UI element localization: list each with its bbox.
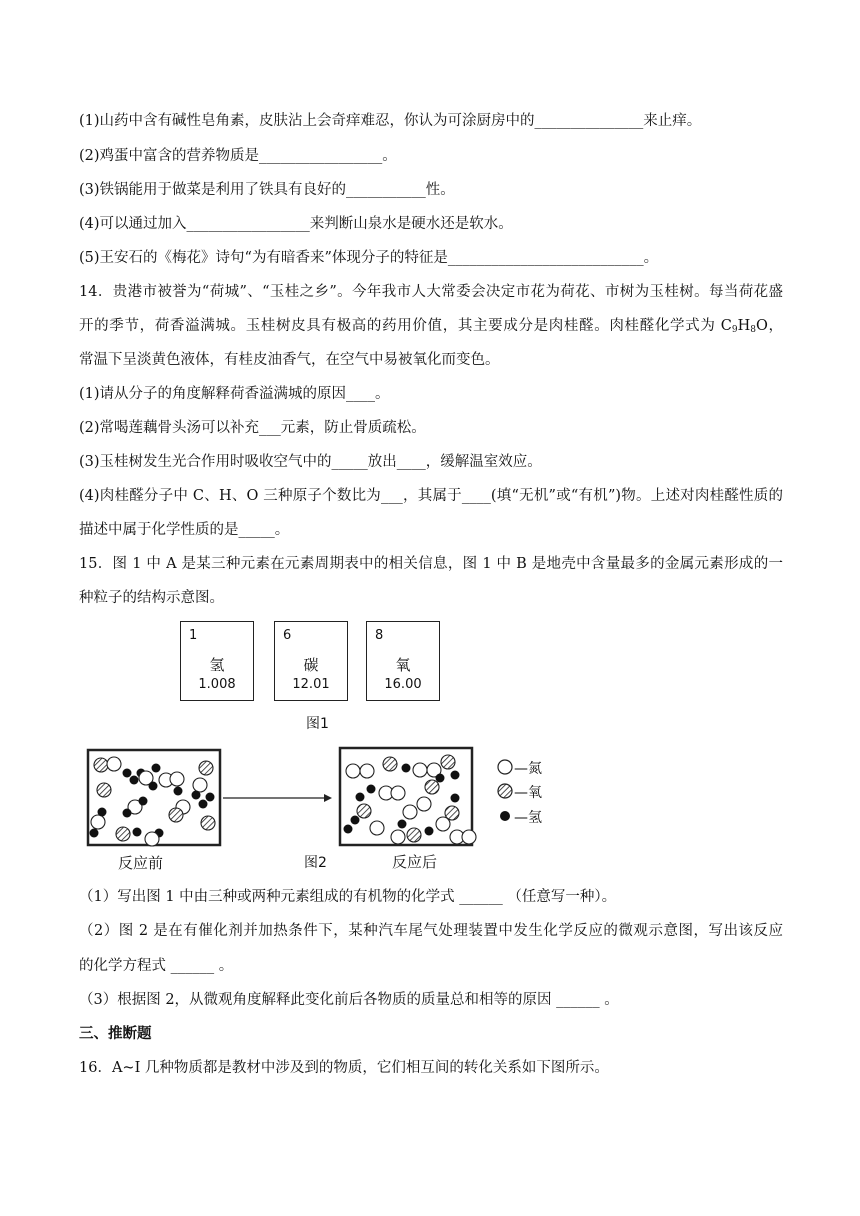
hydrogen-atom [149, 782, 158, 791]
oxygen-atom [169, 808, 183, 822]
element-name: 氧 [395, 656, 411, 674]
hydrogen-atom [133, 828, 142, 837]
section-heading: 三、推断题 [79, 1025, 152, 1042]
hydrogen-legend-circle [500, 811, 510, 821]
atomic-mass: 16.00 [384, 677, 422, 692]
q14-item-4-cont: 描述中属于化学性质的是_____。 [79, 522, 290, 538]
q13-item-2: (2)鸡蛋中富含的营养物质是_________________。 [79, 148, 397, 164]
q14-item-1: (1)请从分子的角度解释荷香溢满城的原因____。 [79, 386, 390, 402]
element-card-carbon [274, 621, 348, 701]
oxygen-legend-circle [498, 784, 512, 798]
q14-item-3: (3)玉桂树发生光合作用时吸收空气中的_____放出____，缓解温室效应。 [79, 454, 542, 470]
nitrogen-atom [370, 821, 384, 835]
formula-sub-h: 8 [750, 325, 756, 335]
q14-item-4: (4)肉桂醛分子中 C、H、O 三种原子个数比为___，其属于____(填“无机”或“有机”)物。上述对肉桂醛性质的 [79, 488, 783, 504]
oxygen-atom [97, 783, 111, 797]
nitrogen-atom [413, 763, 427, 777]
element-name: 碳 [303, 656, 319, 674]
hydrogen-atom [451, 771, 460, 780]
nitrogen-atom [360, 764, 374, 778]
hydrogen-atom [367, 785, 376, 794]
atomic-number: 1 [189, 628, 198, 643]
hydrogen-atom [398, 820, 407, 829]
hydrogen-atom [436, 774, 445, 783]
nitrogen-atom [346, 764, 360, 778]
nitrogen-legend-circle [498, 760, 512, 774]
hydrogen-atom [123, 769, 132, 778]
hydrogen-atom [351, 816, 360, 825]
q13-item-5: (5)王安石的《梅花》诗句“为有暗香来”体现分子的特征是___________________________。 [79, 250, 659, 266]
hydrogen-atom [152, 764, 161, 773]
q15-item-3: （3）根据图 2，从微观角度解释此变化前后各物质的质量总和相等的原因 ______ 。 [79, 992, 619, 1008]
oxygen-atom [199, 761, 213, 775]
molecules-after [344, 755, 477, 844]
nitrogen-atom [391, 830, 405, 844]
atomic-number: 8 [375, 628, 384, 643]
hydrogen-atom [451, 794, 460, 803]
q15-stem-line-2: 种粒子的结构示意图。 [79, 590, 224, 606]
hydrogen-atom [123, 809, 132, 818]
q15-item-1: （1）写出图 1 中由三种或两种元素组成的有机物的化学式 ______ （任意写一种）。 [79, 889, 617, 905]
hydrogen-atom [192, 791, 201, 800]
q13-item-3: (3)铁锅能用于做菜是利用了铁具有良好的___________性。 [79, 182, 455, 198]
q14-stem-line-3: 常温下呈淡黄色液体，有桂皮油香气，在空气中易被氧化而变色。 [79, 352, 500, 368]
nitrogen-atom [391, 786, 405, 800]
hydrogen-atom [174, 787, 183, 796]
element-card-hydrogen [180, 621, 254, 701]
q14-stem-line-1: 14．贵港市被誉为“荷城”、“玉桂之乡”。今年我市人大常委会决定市花为荷花、市树为玉桂树。每当荷花盛 [79, 284, 783, 300]
oxygen-atom [94, 758, 108, 772]
nitrogen-atom [403, 805, 417, 819]
hydrogen-atom [130, 776, 139, 785]
hydrogen-atom [402, 764, 411, 773]
atomic-mass: 1.008 [198, 677, 236, 692]
oxygen-atom [357, 804, 371, 818]
hydrogen-atom [425, 827, 434, 836]
element-card-oxygen [366, 621, 440, 701]
oxygen-atom [201, 816, 215, 830]
q15-item-2-cont: 的化学方程式 ______ 。 [79, 958, 234, 974]
q15-stem-line-1: 15．图 1 中 A 是某三种元素在元素周期表中的相关信息，图 1 中 B 是地壳中含量最多的金属元素形成的一 [79, 556, 783, 572]
figure-2-caption: 图2 [304, 855, 327, 871]
oxygen-atom [425, 780, 439, 794]
figure-1-caption: 图1 [306, 716, 329, 732]
atomic-mass: 12.01 [292, 677, 330, 692]
q14-stem-line-2 [79, 316, 783, 340]
hydrogen-atom [90, 829, 99, 838]
nitrogen-atom [462, 830, 476, 844]
legend-oxygen-label: —氧 [514, 785, 542, 801]
hydrogen-atom [206, 793, 215, 802]
q14-item-2: (2)常喝莲藕骨头汤可以补充___元素，防止骨质疏松。 [79, 420, 426, 436]
reaction-arrow-head [324, 794, 332, 802]
legend-hydrogen-label: —氢 [514, 810, 542, 826]
nitrogen-atom [417, 797, 431, 811]
oxygen-atom [407, 828, 421, 842]
hydrogen-atom [98, 808, 107, 817]
nitrogen-atom [170, 772, 184, 786]
nitrogen-atom [91, 815, 105, 829]
formula-sub-c: 9 [731, 325, 738, 335]
formula-h: H [737, 318, 751, 334]
nitrogen-atom [107, 757, 121, 771]
after-reaction-label: 反应后 [392, 853, 438, 871]
atomic-number: 6 [283, 628, 292, 643]
nitrogen-atom [436, 817, 450, 831]
legend [498, 760, 512, 821]
oxygen-atom [116, 827, 130, 841]
oxygen-atom [441, 755, 455, 769]
nitrogen-atom [193, 778, 207, 792]
before-reaction-label: 反应前 [118, 854, 164, 872]
hydrogen-atom [139, 797, 148, 806]
hydrogen-atom [344, 825, 353, 834]
q16-stem: 16．A~I 几种物质都是教材中涉及到的物质，它们相互间的转化关系如下图所示。 [79, 1060, 609, 1076]
hydrogen-atom [199, 800, 208, 809]
element-name: 氢 [209, 656, 225, 674]
q14-stem-text: 开的季节，荷香溢满城。玉桂树皮具有极高的药用价值，其主要成分是肉桂醛。肉桂醛化学式为 C [79, 318, 732, 334]
figure-2-reaction-diagram [80, 740, 570, 870]
molecules-before [90, 757, 216, 846]
formula-end: O， [755, 318, 783, 334]
hydrogen-atom [356, 793, 365, 802]
oxygen-atom [383, 757, 397, 771]
nitrogen-atom [145, 832, 159, 846]
q13-item-4: (4)可以通过加入_________________来判断山泉水是硬水还是软水。 [79, 216, 513, 232]
q15-item-2: （2）图 2 是在有催化剂并加热条件下，某种汽车尾气处理装置中发生化学反应的微观示意图，写出该反应 [79, 923, 783, 939]
legend-nitrogen-label: —氮 [514, 761, 542, 777]
q13-item-1: (1)山药中含有碱性皂角素，皮肤沾上会奇痒难忍，你认为可涂厨房中的_______________来止痒。 [79, 113, 702, 129]
